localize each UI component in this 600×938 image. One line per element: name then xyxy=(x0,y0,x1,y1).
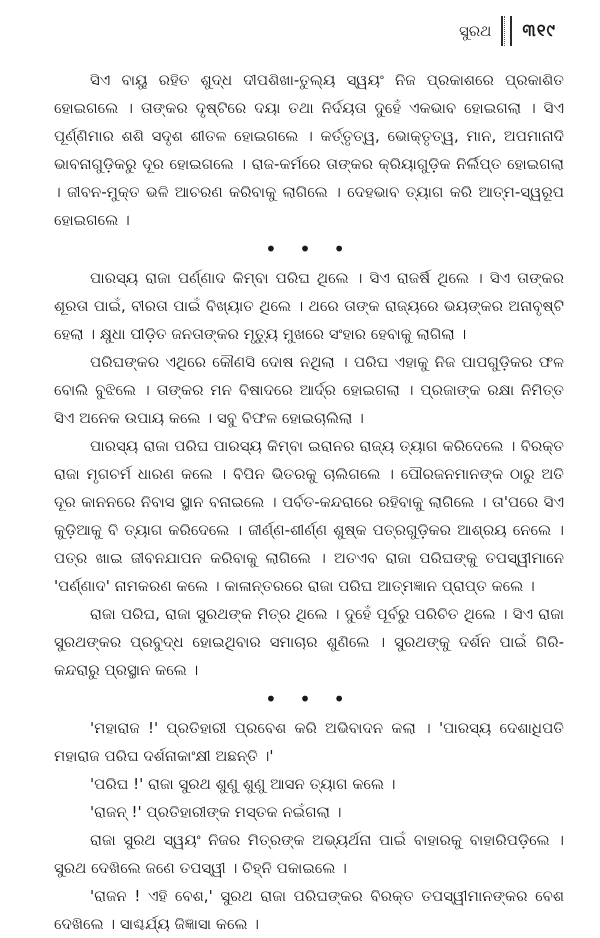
paragraph: 'ରାଜନ ! ଏହି ବେଶ,' ସୁରଥ ରାଜା ପରିଘଙ୍କର ବିରକ୍ତ ତପସ୍ୱୀମାନଙ୍କର ବେଶ ଦେଖିଲେ । ସାଶ୍ଚର୍ଯ୍ୟ ଜିଜ୍ଞାସା କଲେ । xyxy=(54,887,564,933)
paragraph: ରାଜା ପରିଘ, ରାଜା ସୁରଥଙ୍କ ମିତ୍ର ଥିଲେ । ଦୁହେଁ ପୂର୍ବରୁ ପରିଚିତ ଥିଲେ । ସିଏ ରାଜା ସୁରଥଙ୍କର ପ୍ରବୁଦ୍ଧ ହୋଇଥିବାର ସମାଚାର ଶୁଣିଲେ । ସୁରଥଙ୍କୁ ଦର୍ଶନ ପାଇଁ ଗିରି-କନ୍ଦରାରୁ ପ୍ରସ୍ଥାନ କଲେ । xyxy=(54,605,564,679)
paragraph: 'ପରିଘ !' ରାଜା ସୁରଥ ଶୁଣୁ ଶୁଣୁ ଆସନ ତ୍ୟାଗ କଲେ । xyxy=(90,775,396,793)
paragraph: ସିଏ ବାୟୁ ରହିତ ଶୁଦ୍ଧ ଦୀପଶିଖା-ତୁଲ୍ୟ ସ୍ୱୟଂ ନିଜ ପ୍ରକାଶରେ ପ୍ରକାଶିତ ହୋଇଗଲେ । ତାଙ୍କର ଦୃଷ୍ଟିରେ ଦୟା ତଥା ନିର୍ଦୟତା ଦୁହେଁ ଏକଭାବ ହୋଇଗଲା । ସିଏ ପୂର୍ଣ୍ଣିମାର ଶଶି ସଦୃଶ ଶୀତଳ ହୋଇଗଲେ । କର୍ତ୍ତୃତ୍ୱ, ଭୋକ୍ତୃତ୍ୱ, ମାନ, ଅପମାନାଦି ଭାବନାଗୁଡ଼ିକରୁ ଦୂର ହୋଇଗଲେ । ରାଜ-କର୍ମରେ ତାଙ୍କର କ୍ରିୟାଗୁଡ଼ିକ ନିର୍ଲିପ୍ତ ହୋଇଗଲା । ଜୀବନ-ମୁକ୍ତ ଭଳି ଆଚରଣ କରିବାକୁ ଲାଗିଲେ । ଦେହଭାବ ତ୍ୟାଗ କରି ଆତ୍ମ-ସ୍ୱରୂପ ହୋଇଗଲେ । xyxy=(54,71,564,229)
header-divider xyxy=(501,16,512,46)
section-separator: • • • xyxy=(264,237,354,261)
paragraph: ପାରସ୍ୟ ରାଜା ପରିଘ ପାରସ୍ୟ କିମ୍ବା ଇରାନର ରାଜ୍ୟ ତ୍ୟାଗ କରିଦେଲେ । ବିରକ୍ତ ରାଜା ମୃଗଚର୍ମ ଧାରଣ କଲେ । ବିପିନ ଭିତରକୁ ଚାଲିଗଲେ । ପୌରଜନମାନଙ୍କ ଠାରୁ ଅତି ଦୂର କାନନରେ ନିବାସ ସ୍ଥାନ ବନାଇଲେ । ପର୍ବତ-କନ୍ଦରାରେ ରହିବାକୁ ଲାଗିଲେ । ତା'ପରେ ସିଏ କୁଡ଼ିଆକୁ ବି ତ୍ୟାଗ କରିଦେଲେ । ଜୀର୍ଣ୍ଣ-ଶୀର୍ଣ୍ଣ ଶୁଷ୍କ ପତ୍ରଗୁଡ଼ିକର ଆଶ୍ରୟ ନେଲେ । ପତ୍ର ଖାଇ ଜୀବନଯାପନ କରିବାକୁ ଲାଗିଲେ । ଅତଏବ ରାଜା ପରିଘଙ୍କୁ ତପସ୍ୱୀମାନେ 'ପର୍ଣ୍ଣାଦ' ନାମକରଣ କଲେ । କାଳାନ୍ତରରେ ରାଜା ପରିଘ ଆତ୍ମଜ୍ଞାନ ପ୍ରାପ୍ତ କଲେ । xyxy=(54,437,564,595)
page-number: ୩୧୯ xyxy=(522,21,556,41)
paragraph: 'ରାଜନ୍ !' ପ୍ରତିହାରୀଙ୍କ ମସ୍ତକ ନଇଁଗଲା । xyxy=(90,803,342,821)
section-separator: • • • xyxy=(264,687,354,711)
paragraph: ରାଜା ସୁରଥ ସ୍ୱୟଂ ନିଜର ମିତ୍ରଙ୍କ ଅଭ୍ୟର୍ଥନା ପାଇଁ ବାହାରକୁ ବାହାରିପଡ଼ିଲେ । ସୁରଥ ଦେଖିଲେ ଜଣେ ତପସ୍ୱୀ । ଚିହ୍ନି ପକାଇଲେ । xyxy=(54,831,564,877)
paragraph: ପରିଘଙ୍କର ଏଥିରେ କୌଣସି ଦୋଷ ନଥିଲା । ପରିଘ ଏହାକୁ ନିଜ ପାପଗୁଡ଼ିକର ଫଳ ବୋଲି ବୁଝିଲେ । ତାଙ୍କର ମନ ବିଷାଦରେ ଆର୍ଦ୍ର ହୋଇଗଲା । ପ୍ରଜାଙ୍କ ରକ୍ଷା ନିମିତ୍ତ ସିଏ ଅନେକ ଉପାୟ କଲେ । ସବୁ ବିଫଳ ହୋଇଚାଲିଲା । xyxy=(54,353,564,427)
page-body xyxy=(54,66,564,938)
page-header xyxy=(459,16,556,46)
paragraph: 'ମହାରାଜ !' ପ୍ରତିହାରୀ ପ୍ରବେଶ କରି ଅଭିବାଦନ କଲା । 'ପାରସ୍ୟ ଦେଶାଧିପତି ମହାରାଜ ପରିଘ ଦର୍ଶନାକାଂକ୍ଷୀ ଅଛନ୍ତି ।' xyxy=(54,719,564,765)
paragraph: ପାରସ୍ୟ ରାଜା ପର୍ଣ୍ଣାଦ କିମ୍ବା ପରିଘ ଥିଲେ । ସିଏ ରାଜର୍ଷି ଥିଲେ । ସିଏ ତାଙ୍କର ଶୂରତା ପାଇଁ, ବୀରତା ପାଇଁ ବିଖ୍ୟାତ ଥିଲେ । ଥରେ ତାଙ୍କ ରାଜ୍ୟରେ ଭୟଙ୍କର ଅନାବୃଷ୍ଟି ହେଲା । କ୍ଷୁଧା ପୀଡ଼ିତ ଜନତାଙ୍କର ମୃତ୍ୟୁ ମୁଖରେ ସଂହାର ହେବାକୁ ଲାଗିଲା । xyxy=(54,269,564,343)
running-title: ସୁରଥ xyxy=(458,22,492,40)
